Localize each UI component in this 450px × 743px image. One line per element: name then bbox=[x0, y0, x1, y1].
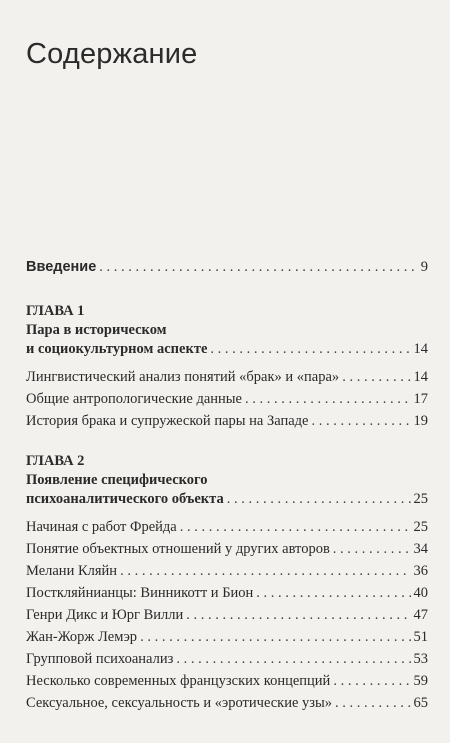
toc-entry[interactable] bbox=[26, 606, 428, 624]
toc-entry-page: 36 bbox=[413, 563, 428, 579]
toc-entry[interactable] bbox=[26, 390, 428, 408]
toc-entry[interactable] bbox=[26, 518, 428, 536]
leader-dots bbox=[140, 628, 410, 646]
toc-entry-page: 9 bbox=[420, 259, 428, 275]
toc-entry-label: Мелани Кляйн bbox=[26, 563, 118, 579]
toc-entry[interactable] bbox=[26, 650, 428, 668]
toc-entry-label: Введение bbox=[26, 259, 97, 275]
toc-entry-label: Генри Дикс и Юрг Вилли bbox=[26, 607, 184, 623]
toc-entry-label: Жан-Жорж Лемэр bbox=[26, 629, 138, 645]
toc-entry-page: 47 bbox=[413, 607, 428, 623]
leader-dots bbox=[180, 518, 411, 536]
toc-entry-page: 53 bbox=[413, 651, 428, 667]
toc-entry-label: Лингвистический анализ понятий «брак» и «пара» bbox=[26, 369, 340, 385]
toc-entry-label: История брака и супружеской пары на Западе bbox=[26, 413, 309, 429]
leader-dots bbox=[245, 390, 411, 408]
chapter-heading: ГЛАВА 1 bbox=[26, 303, 85, 319]
toc-entry-chapter-2[interactable] bbox=[26, 490, 428, 508]
leader-dots bbox=[335, 694, 410, 712]
leader-dots bbox=[99, 258, 417, 276]
leader-dots bbox=[186, 606, 410, 624]
chapter-title-line: Пара в историческом bbox=[26, 322, 167, 338]
leader-dots bbox=[210, 340, 410, 358]
toc-entry-page: 51 bbox=[413, 629, 428, 645]
toc-entry-page: 65 bbox=[413, 695, 428, 711]
leader-dots bbox=[333, 540, 411, 558]
toc-entry-page: 25 bbox=[413, 491, 428, 507]
chapter-title-line: Появление специфического bbox=[26, 472, 208, 488]
chapter-heading: ГЛАВА 2 bbox=[26, 453, 85, 469]
chapter-title-line: психоаналитического объекта bbox=[26, 491, 224, 507]
toc-entry[interactable] bbox=[26, 628, 428, 646]
toc-entry-page: 40 bbox=[413, 585, 428, 601]
toc-entry-label: Начиная с работ Фрейда bbox=[26, 519, 177, 535]
toc-entry-page: 25 bbox=[413, 519, 428, 535]
leader-dots bbox=[176, 650, 410, 668]
leader-dots bbox=[256, 584, 410, 602]
chapter-title-line: и социокультурном аспекте bbox=[26, 341, 208, 357]
toc-entry[interactable] bbox=[26, 412, 428, 430]
toc-entry-label: Сексуальное, сексуальность и «эротические узы» bbox=[26, 695, 333, 711]
toc-entry-page: 19 bbox=[413, 413, 428, 429]
toc-entry[interactable] bbox=[26, 694, 428, 712]
toc-entry[interactable] bbox=[26, 584, 428, 602]
toc-entry-label: Несколько современных французских концепций bbox=[26, 673, 331, 689]
toc-entry-intro[interactable] bbox=[26, 258, 428, 276]
toc-entry[interactable] bbox=[26, 540, 428, 558]
toc-entry-page: 59 bbox=[413, 673, 428, 689]
toc-entry[interactable] bbox=[26, 368, 428, 386]
leader-dots bbox=[311, 412, 410, 430]
toc-entry-label: Посткляйнианцы: Винникотт и Бион bbox=[26, 585, 254, 601]
leader-dots bbox=[333, 672, 410, 690]
toc-page bbox=[26, 0, 428, 743]
toc-entry-page: 34 bbox=[413, 541, 428, 557]
toc-entry-label: Общие антропологические данные bbox=[26, 391, 242, 407]
toc-entry-chapter-1[interactable] bbox=[26, 340, 428, 358]
toc-entry[interactable] bbox=[26, 672, 428, 690]
page-title: Содержание bbox=[26, 38, 198, 70]
toc-entry-label: Понятие объектных отношений у других авторов bbox=[26, 541, 330, 557]
leader-dots bbox=[227, 490, 411, 508]
toc-entry[interactable] bbox=[26, 562, 428, 580]
toc-entry-page: 17 bbox=[413, 391, 428, 407]
toc-entry-page: 14 bbox=[413, 369, 428, 385]
leader-dots bbox=[342, 368, 410, 386]
leader-dots bbox=[120, 562, 410, 580]
toc-entry-label: Групповой психоанализ bbox=[26, 651, 174, 667]
toc-entry-page: 14 bbox=[413, 341, 428, 357]
